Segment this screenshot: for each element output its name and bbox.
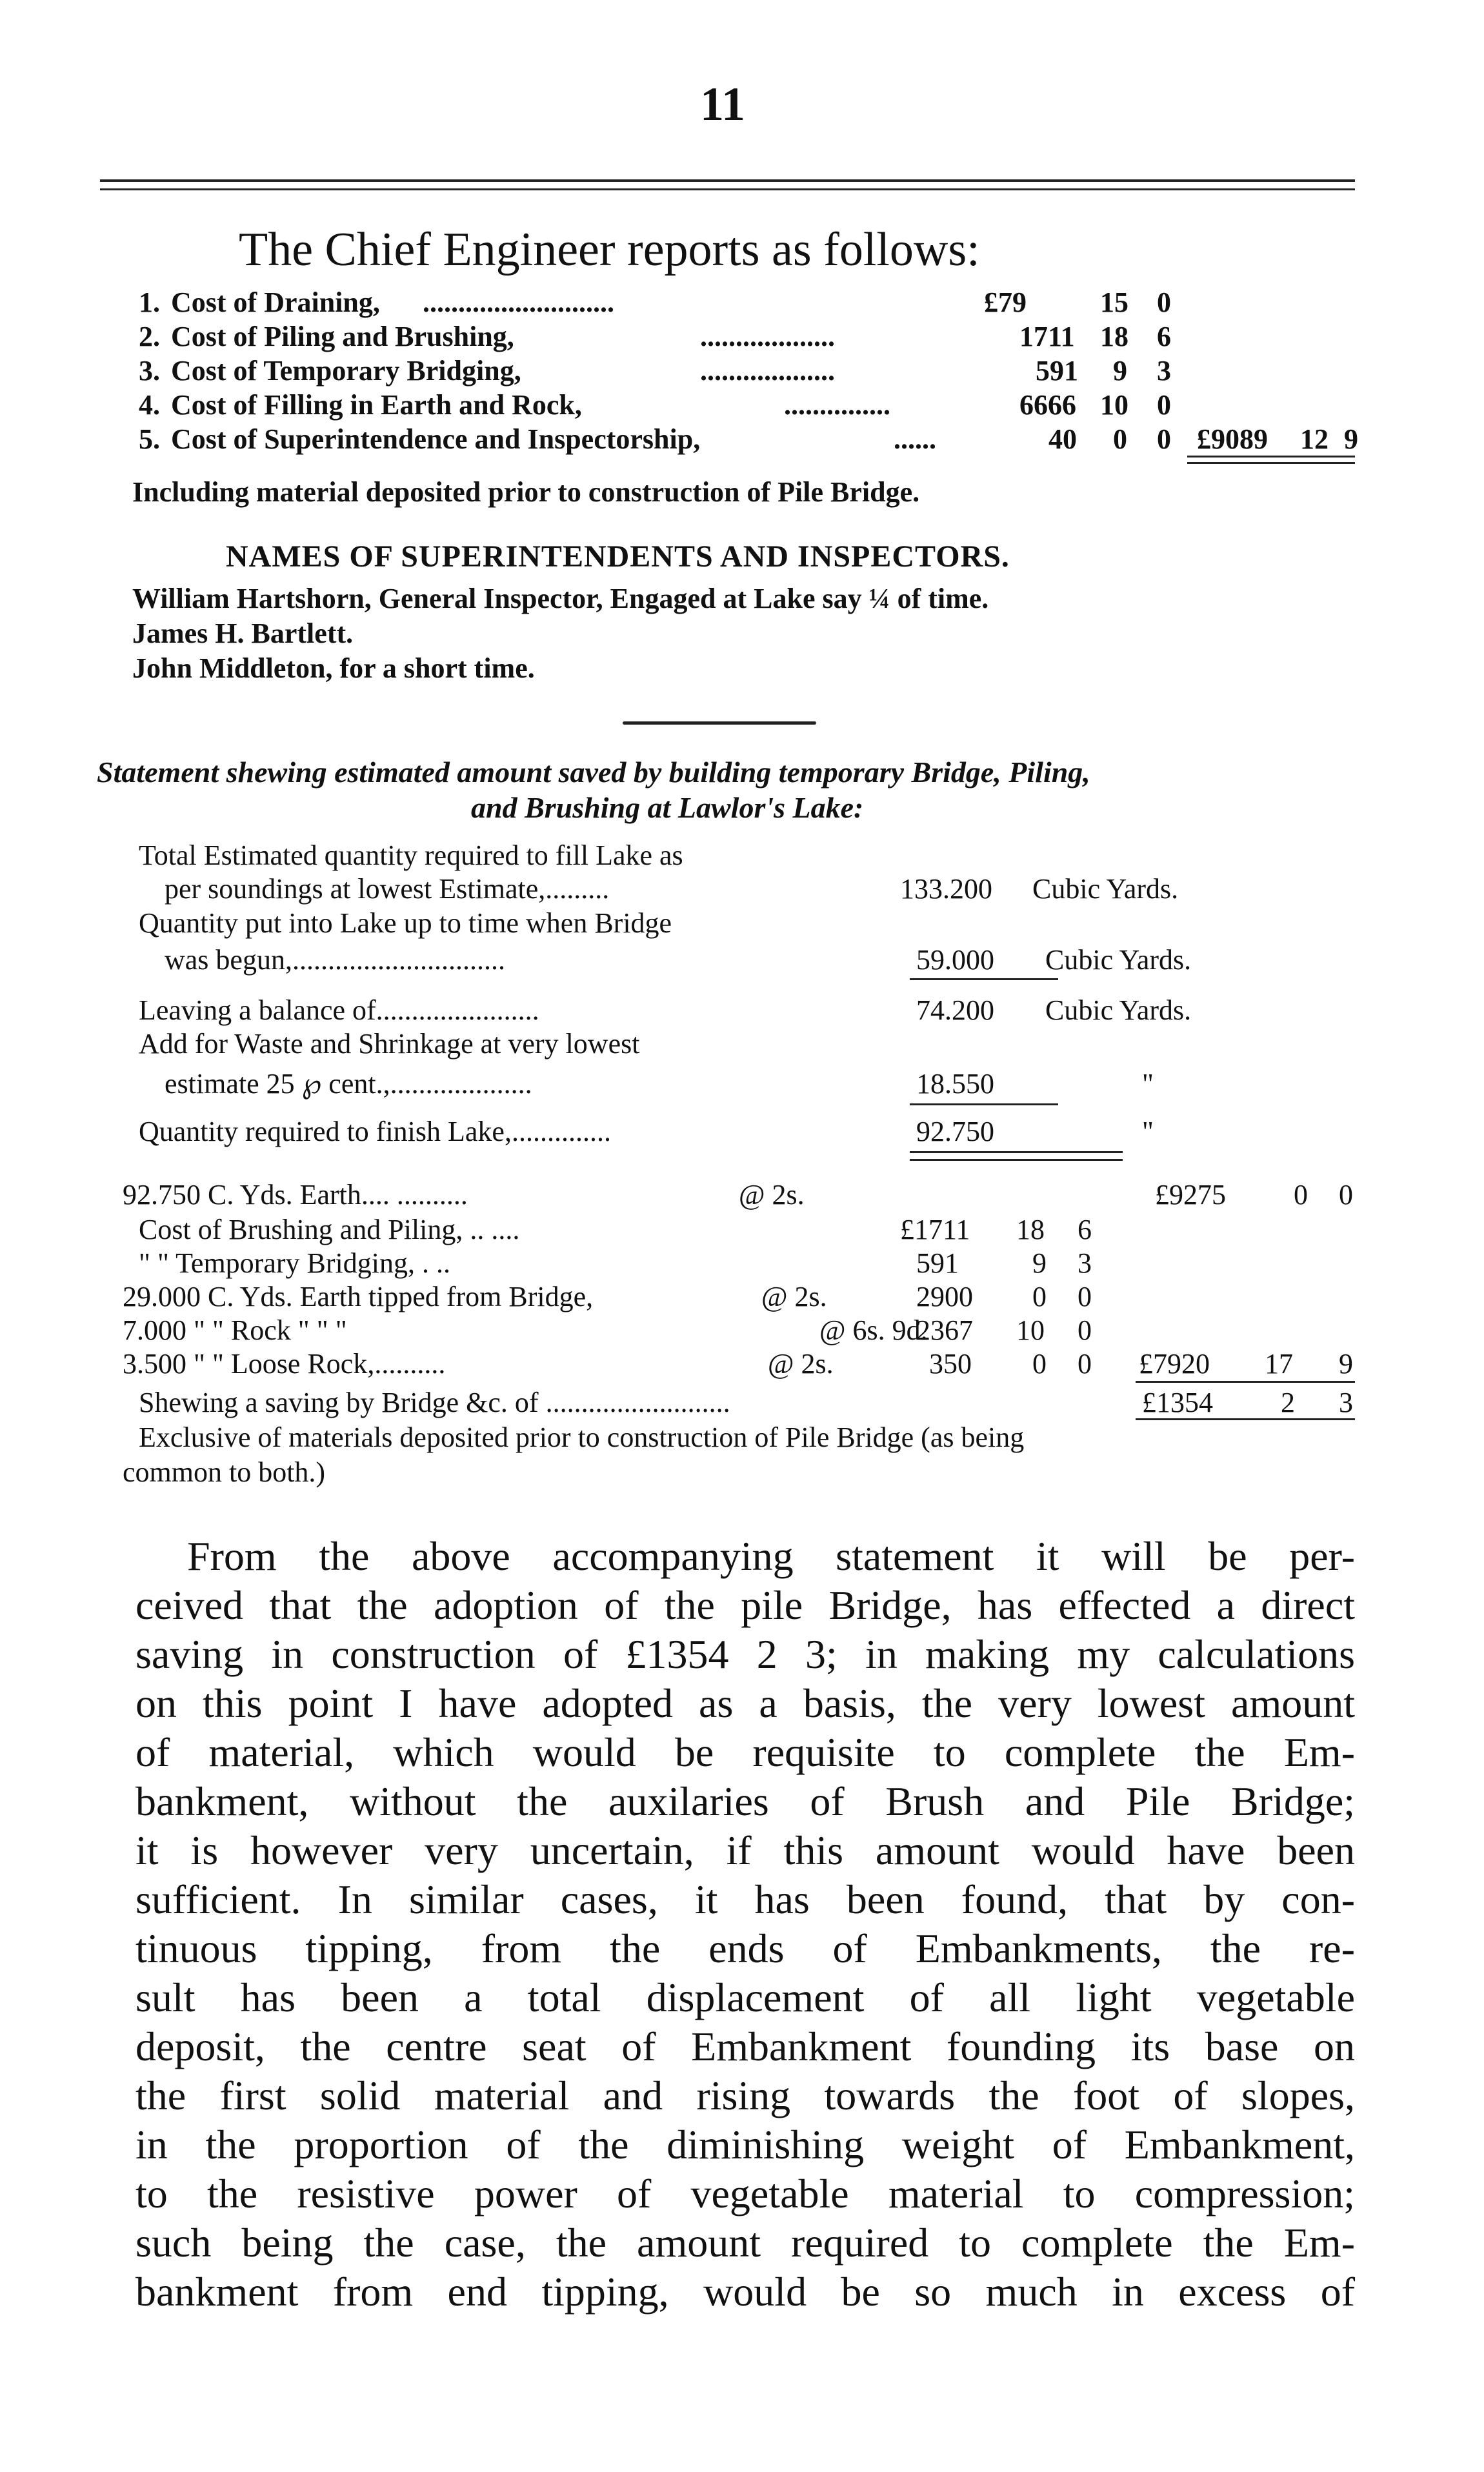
cost-pence: 0 (1157, 423, 1171, 455)
cost-leaders: ........................... (423, 286, 614, 318)
cost-item-row (123, 1347, 1361, 1380)
item-rate: @ 2s. (761, 1281, 827, 1312)
item-pence: 0 (1078, 1348, 1092, 1380)
subtotal-rule (910, 978, 1058, 980)
paragraph-line: bankment from end tipping, would be so much in excess of (135, 2269, 1355, 2315)
paragraph-line: to the resistive power of vegetable material to compression; (135, 2171, 1355, 2216)
cost-total-shillings: 12 (1300, 423, 1329, 455)
saving-line (139, 1386, 1361, 1418)
paragraph-line: of material, which would be requisite to complete the Em- (135, 1729, 1355, 1775)
quantity-value: 59.000 (916, 944, 994, 976)
cost-pence: 0 (1157, 286, 1171, 318)
paragraph-line: tinuous tipping, from the ends of Embankments, the re- (135, 1925, 1355, 1971)
quantity-unit: Cubic Yards. (1045, 994, 1192, 1026)
cost-item-row (123, 1213, 1361, 1245)
statement-title: Statement shewing estimated amount saved by building temporary Bridge, Piling, (97, 756, 1090, 789)
name-line: John Middleton, for a short time. (132, 652, 535, 684)
item-shillings: 0 (1032, 1348, 1047, 1380)
cost-shillings: 18 (1100, 321, 1128, 352)
cost-pence: 0 (1157, 389, 1171, 421)
cost-number: 4. (139, 389, 160, 421)
quantity-unit: Cubic Yards. (1032, 873, 1179, 905)
quantity-text: Add for Waste and Shrinkage at very lowest (139, 1028, 640, 1060)
cost-number: 2. (139, 321, 160, 352)
paragraph-line: in the proportion of the diminishing weight of Embankment, (135, 2122, 1355, 2167)
statement-title-cont: and Brushing at Lawlor's Lake: (471, 791, 864, 824)
body-paragraph (135, 1532, 1355, 2317)
item-label: 29.000 C. Yds. Earth tipped from Bridge, (123, 1281, 594, 1312)
item-pounds: 350 (929, 1348, 972, 1380)
item-pence: 0 (1078, 1314, 1092, 1346)
total-rule-upper (910, 1151, 1123, 1153)
section-divider (623, 721, 816, 725)
cost-number: 5. (139, 423, 160, 455)
saving-pence: 3 (1339, 1387, 1353, 1418)
quantity-value: 18.550 (916, 1068, 994, 1100)
quantity-text: Leaving a balance of....................... (139, 994, 539, 1026)
cost-shillings: 9 (1113, 355, 1127, 387)
cost-row (139, 286, 1365, 317)
item-pounds: 2900 (916, 1281, 973, 1312)
items-total-rule (1136, 1381, 1355, 1383)
earth-line (123, 1178, 1361, 1211)
item-pounds: 591 (916, 1247, 959, 1279)
top-double-rule-lower (100, 188, 1355, 190)
item-label: 7.000 " " Rock " " " (123, 1314, 347, 1346)
item-shillings: 9 (1032, 1247, 1047, 1279)
paragraph-line: on this point I have adopted as a basis, the very lowest amount (135, 1680, 1355, 1726)
top-double-rule-upper (100, 179, 1355, 182)
cost-number: 1. (139, 286, 160, 318)
item-label: 3.500 " " Loose Rock,.......... (123, 1348, 446, 1380)
item-pence: 3 (1078, 1247, 1092, 1279)
earth-pence: 0 (1339, 1179, 1353, 1211)
quantity-value: 133.200 (900, 873, 992, 905)
cost-pounds: 6666 (1019, 389, 1076, 421)
paragraph-line: From the above accompanying statement it will be per- (187, 1533, 1355, 1579)
saving-pounds: £1354 (1142, 1387, 1213, 1418)
cost-leaders: ...... (894, 423, 936, 455)
item-pence: 0 (1078, 1281, 1092, 1312)
cost-row (139, 320, 1365, 351)
paragraph-line: it is however very uncertain, if this amount would have been (135, 1827, 1355, 1873)
exclusive-note-cont: common to both.) (123, 1456, 326, 1488)
paragraph-line: deposit, the centre seat of Embankment founding its base on (135, 2024, 1355, 2069)
earth-label: 92.750 C. Yds. Earth.... .......... (123, 1179, 468, 1211)
quantity-unit: " (1142, 1068, 1154, 1100)
item-pounds: 2367 (916, 1314, 973, 1346)
quantity-unit: " (1142, 1116, 1154, 1147)
quantity-text-cont: was begun,.............................. (165, 944, 505, 976)
cost-item-row (123, 1280, 1361, 1312)
cost-label: Cost of Superintendence and Inspectorship, (171, 423, 701, 455)
cost-pounds: 591 (1036, 355, 1078, 387)
quantity-text: Quantity required to finish Lake,.............. (139, 1116, 611, 1147)
cost-label: Cost of Temporary Bridging, (171, 355, 521, 387)
cost-item-row (123, 1314, 1361, 1346)
quantity-value: 92.750 (916, 1116, 994, 1147)
item-label: Cost of Brushing and Piling, .. .... (139, 1214, 520, 1245)
including-note: Including material deposited prior to construction of Pile Bridge. (132, 476, 920, 508)
names-heading: NAMES OF SUPERINTENDENTS AND INSPECTORS. (226, 539, 1010, 574)
cost-item-row (123, 1247, 1361, 1279)
name-line: William Hartshorn, General Inspector, Engaged at Lake say ¼ of time. (132, 583, 989, 614)
paragraph-line: the first solid material and rising towards the foot of slopes, (135, 2073, 1355, 2118)
cost-row (139, 354, 1365, 385)
cost-label: Cost of Filling in Earth and Rock, (171, 389, 582, 421)
earth-shillings: 0 (1294, 1179, 1308, 1211)
item-shillings: 0 (1032, 1281, 1047, 1312)
items-total-shillings: 17 (1265, 1348, 1293, 1380)
item-pounds: £1711 (900, 1214, 970, 1245)
quantity-text-cont: per soundings at lowest Estimate,......... (165, 873, 610, 905)
saving-shillings: 2 (1281, 1387, 1295, 1418)
cost-leaders: ................... (700, 321, 835, 352)
cost-number: 3. (139, 355, 160, 387)
paragraph-line: bankment, without the auxilaries of Brush and Pile Bridge; (135, 1778, 1355, 1824)
item-label: " " Temporary Bridging, . .. (139, 1247, 450, 1279)
cost-pounds: 1711 (1019, 321, 1075, 352)
cost-shillings: 15 (1100, 286, 1128, 318)
cost-pounds: £79 (984, 286, 1027, 318)
cost-leaders: ................... (700, 355, 835, 387)
cost-total-rule-lower (1187, 462, 1355, 464)
cost-leaders: ............... (784, 389, 890, 421)
paragraph-line: saving in construction of £1354 2 3; in making my calculations (135, 1631, 1355, 1677)
cost-total-pence: 9 (1344, 423, 1358, 455)
item-rate: @ 6s. 9d. (819, 1314, 928, 1346)
earth-rate: @ 2s. (739, 1179, 805, 1211)
cost-row (139, 388, 1365, 419)
items-total-pence: 9 (1339, 1348, 1353, 1380)
subtotal-rule (910, 1103, 1058, 1105)
paragraph-line: such being the case, the amount required to complete the Em- (135, 2220, 1355, 2266)
paragraph-line: sufficient. In similar cases, it has been found, that by con- (135, 1876, 1355, 1922)
cost-shillings: 10 (1100, 389, 1128, 421)
item-shillings: 10 (1016, 1314, 1045, 1346)
quantity-text-cont: estimate 25 ℘ cent.,.................... (165, 1068, 532, 1100)
cost-row (139, 423, 1365, 454)
items-total-pounds: £7920 (1139, 1348, 1210, 1380)
earth-pounds: £9275 (1155, 1179, 1226, 1211)
paragraph-line: ceived that the adoption of the pile Bridge, has effected a direct (135, 1582, 1355, 1628)
cost-label: Cost of Draining, (171, 286, 380, 318)
cost-pence: 6 (1157, 321, 1171, 352)
item-pence: 6 (1078, 1214, 1092, 1245)
name-line: James H. Bartlett. (132, 618, 354, 649)
saving-underline (1136, 1418, 1355, 1420)
section-heading: The Chief Engineer reports as follows: (239, 223, 980, 276)
cost-label: Cost of Piling and Brushing, (171, 321, 514, 352)
item-rate: @ 2s. (768, 1348, 834, 1380)
exclusive-note: Exclusive of materials deposited prior to construction of Pile Bridge (as being (139, 1422, 1025, 1453)
total-rule-lower (910, 1159, 1123, 1161)
item-shillings: 18 (1016, 1214, 1045, 1245)
saving-label: Shewing a saving by Bridge &c. of .......................... (139, 1387, 730, 1418)
quantity-text: Quantity put into Lake up to time when Bridge (139, 907, 672, 939)
cost-total-rule-upper (1187, 456, 1355, 457)
cost-shillings: 0 (1113, 423, 1127, 455)
quantity-value: 74.200 (916, 994, 994, 1026)
cost-pounds: 40 (1048, 423, 1077, 455)
quantity-text: Total Estimated quantity required to fill Lake as (139, 839, 683, 871)
quantity-unit: Cubic Yards. (1045, 944, 1192, 976)
cost-pence: 3 (1157, 355, 1171, 387)
cost-total-pounds: £9089 (1197, 423, 1268, 455)
paragraph-line: sult has been a total displacement of all light vegetable (135, 1975, 1355, 2020)
page-number: 11 (700, 78, 745, 131)
